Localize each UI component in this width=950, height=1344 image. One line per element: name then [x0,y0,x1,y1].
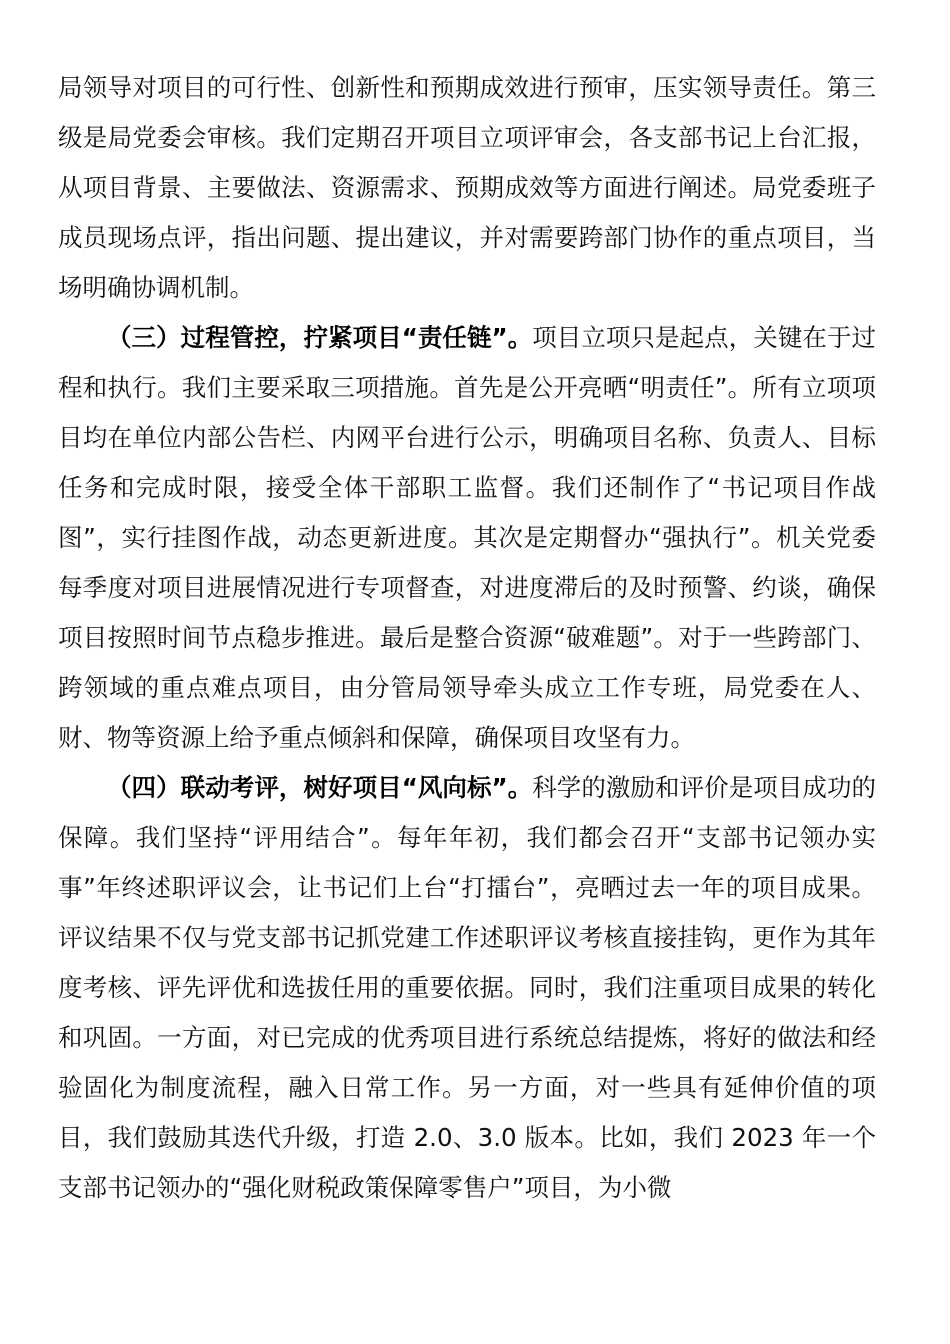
document-page [58,63,876,1213]
paragraph-text: 科学的激励和评价是项目成功的保障。我们坚持“评用结合”。每年年初，我们都会召开“支部书记领办实事”年终述职评议会，让书记们上台“打擂台”，亮晒过去一年的项目成果。评议结果不仅与党支部书记抓党建工作述职评议考核直接挂钩，更作为其年度考核、评先评优和选拔任用的重要依据。同时，我们注重项目成果的转化和巩固。一方面，对已完成的优秀项目进行系统总结提炼，将好的做法和经验固化为制度流程，融入日常工作。另一方面，对一些具有延伸价值的项目，我们鼓励其迭代升级，打造 2.0、3.0 版本。比如，我们 2023 年一个支部书记领办的“强化财税政策保障零售户”项目，为小微 [58,773,877,1202]
paragraph-section-4 [58,763,876,1213]
paragraph-continued [58,63,876,313]
section-heading: （三）过程管控，拧紧项目“责任链”。 [107,323,533,352]
section-heading: （四）联动考评，树好项目“风向标”。 [107,773,533,802]
paragraph-text: 局领导对项目的可行性、创新性和预期成效进行预审，压实领导责任。第三级是局党委会审核。我们定期召开项目立项评审会，各支部书记上台汇报，从项目背景、主要做法、资源需求、预期成效等方面进行阐述。局党委班子成员现场点评，指出问题、提出建议，并对需要跨部门协作的重点项目，当场明确协调机制。 [58,73,876,302]
paragraph-text: 项目立项只是起点，关键在于过程和执行。我们主要采取三项措施。首先是公开亮晒“明责任”。所有立项项目均在单位内部公告栏、内网平台进行公示，明确项目名称、负责人、目标任务和完成时限，接受全体干部职工监督。我们还制作了“书记项目作战图”，实行挂图作战，动态更新进度。其次是定期督办“强执行”。机关党委每季度对项目进展情况进行专项督查，对进度滞后的及时预警、约谈，确保项目按照时间节点稳步推进。最后是整合资源“破难题”。对于一些跨部门、跨领域的重点难点项目，由分管局领导牵头成立工作专班，局党委在人、财、物等资源上给予重点倾斜和保障，确保项目攻坚有力。 [58,323,877,752]
paragraph-section-3 [58,313,876,763]
